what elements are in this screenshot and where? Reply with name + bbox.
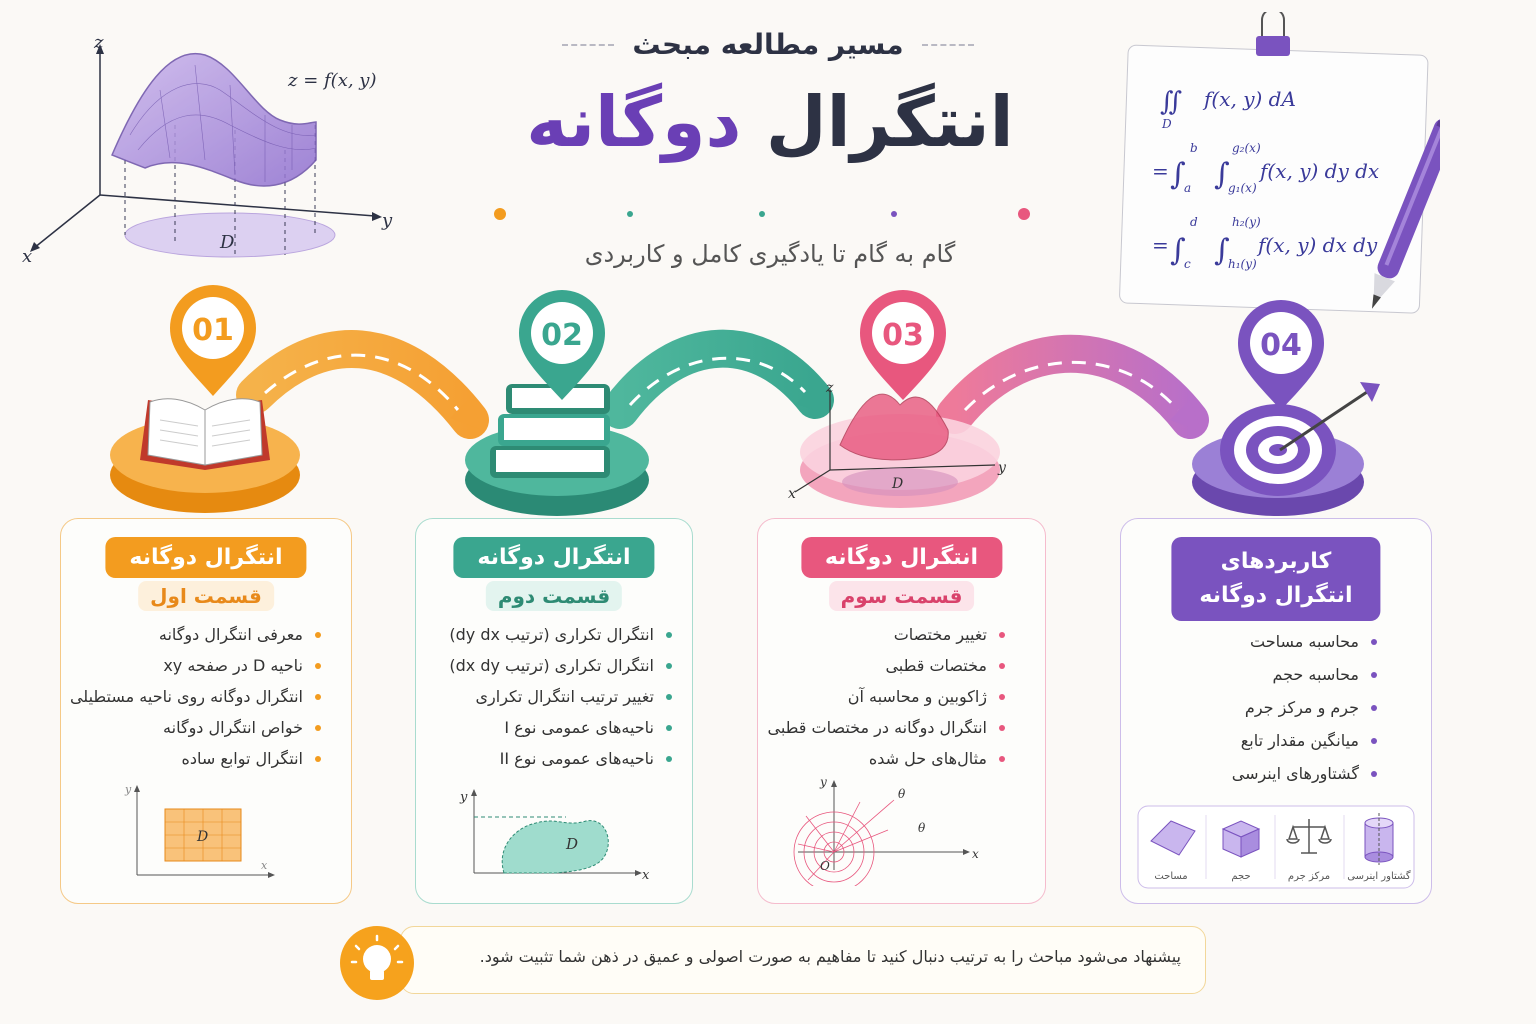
- kicker: [560, 28, 976, 61]
- bound-h1: h₁(y): [1228, 257, 1257, 271]
- origin-label: O: [820, 859, 830, 873]
- bound-b: b: [1190, 141, 1198, 155]
- svg-text:=: =: [1152, 159, 1169, 183]
- bullet: [1371, 672, 1377, 678]
- roadmap: [0, 270, 1536, 520]
- bullet: [1371, 639, 1377, 645]
- subtitle: گام به گام تا یادگیری کامل و کاربردی: [584, 240, 956, 268]
- bullet: [315, 663, 321, 669]
- list-item: گشتاورهای اینرسی: [1232, 757, 1377, 790]
- y-label: y: [820, 775, 827, 789]
- svg-text:∫: ∫: [1214, 157, 1230, 192]
- bullet: [999, 663, 1005, 669]
- list-item: ناحیه D در صفحه xy: [70, 650, 321, 681]
- card-title: [1171, 537, 1380, 621]
- step-card-1: [60, 518, 352, 904]
- surface3-region-label: D: [892, 476, 904, 492]
- bullet: [666, 632, 672, 638]
- bullet: [1371, 771, 1377, 777]
- region-label: D: [197, 829, 209, 845]
- card-subtitle: قسمت اول: [138, 581, 274, 611]
- list-item: انتگرال تکراری (ترتیب dx dy): [449, 650, 672, 681]
- surface-figure: [20, 30, 410, 270]
- bullet: [315, 756, 321, 762]
- bullet: [1371, 738, 1377, 744]
- bullet: [999, 632, 1005, 638]
- list-item: میانگین مقدار تابع: [1232, 724, 1377, 757]
- tip-text: پیشنهاد می‌شود مباحث را به ترتیب دنبال کنید تا مفاهیم به صورت اصولی و عمیق در ذهن شما تثبیت شود.: [479, 947, 1181, 966]
- card-subtitle: قسمت دوم: [486, 581, 622, 611]
- divider: [562, 44, 614, 46]
- rectangle-region-diagram: [121, 783, 281, 883]
- step-number-3: 03: [882, 318, 924, 353]
- topic-list: [767, 619, 1005, 774]
- bullet: [999, 725, 1005, 731]
- title-part1: انتگرال: [765, 81, 1014, 163]
- bullet: [666, 756, 672, 762]
- list-item: محاسبه حجم: [1232, 658, 1377, 691]
- bullet: [1371, 705, 1377, 711]
- bound-c: c: [1184, 257, 1191, 271]
- x-label: x: [261, 859, 268, 872]
- card-title-line2: انتگرال دوگانه: [1199, 583, 1353, 608]
- card-title: انتگرال دوگانه: [801, 537, 1002, 578]
- svg-text:∫: ∫: [1170, 233, 1186, 268]
- card-subtitle: قسمت سوم: [829, 581, 975, 611]
- y-label: y: [460, 790, 468, 805]
- icon-label-area: مساحت: [1154, 871, 1188, 882]
- icon-label-volume: حجم: [1231, 871, 1251, 882]
- list-item: ژاکوبین و محاسبه آن: [767, 681, 1005, 712]
- list-item: ناحیه‌های عمومی نوع I: [449, 712, 672, 743]
- bullet: [666, 725, 672, 731]
- applications-icon-strip: [1137, 805, 1415, 889]
- list-item: انتگرال توابع ساده: [70, 743, 321, 774]
- bullet: [666, 694, 672, 700]
- list-item: مختصات قطبی: [767, 650, 1005, 681]
- tip-bar: [400, 926, 1206, 994]
- bullet: [999, 756, 1005, 762]
- bullet: [315, 694, 321, 700]
- list-item: تغییر مختصات: [767, 619, 1005, 650]
- open-book-icon: [140, 399, 270, 470]
- step-card-3: [757, 518, 1046, 904]
- icon-label-inertia: گشتاور اینرسی: [1347, 871, 1411, 882]
- surface3-z-label: z: [826, 380, 834, 396]
- lightbulb-icon: [340, 926, 414, 1000]
- list-item: خواص انتگرال دوگانه: [70, 712, 321, 743]
- surface-equation: z = f(x, y): [288, 70, 377, 91]
- svg-text:=: =: [1152, 233, 1169, 257]
- svg-text:∫: ∫: [1214, 233, 1230, 268]
- bound-d: d: [1190, 215, 1198, 229]
- bound-a: a: [1184, 181, 1192, 195]
- x-label: x: [972, 847, 979, 861]
- list-item: تغییر ترتیب انتگرال تکراری: [449, 681, 672, 712]
- y-axis-label: y: [382, 210, 393, 231]
- divider: [922, 44, 974, 46]
- icon-label-mass: مرکز جرم: [1287, 871, 1331, 882]
- topic-list: [70, 619, 321, 774]
- polar-grid-diagram: [788, 774, 988, 886]
- bound-h2: h₂(y): [1232, 215, 1261, 229]
- svg-text:∬: ∬: [1160, 87, 1183, 117]
- bound-g1: g₁(x): [1228, 181, 1257, 195]
- list-item: مثال‌های حل شده: [767, 743, 1005, 774]
- x-label: x: [642, 868, 650, 883]
- bullet: [999, 694, 1005, 700]
- step-card-4: [1120, 518, 1432, 904]
- title-underline: [490, 204, 1035, 224]
- cylinder-icon: [1365, 813, 1393, 865]
- theta-label: θ: [898, 787, 906, 801]
- x-axis-label: x: [22, 246, 33, 267]
- svg-text:∫: ∫: [1170, 157, 1186, 192]
- bullet: [666, 663, 672, 669]
- topic-list: [449, 619, 672, 774]
- step-number-1: 01: [192, 313, 234, 348]
- bound-g2: g₂(x): [1232, 141, 1261, 155]
- topic-list: [1232, 625, 1377, 790]
- page-title: [420, 81, 1120, 163]
- general-region-diagram: [456, 787, 656, 887]
- card-title: انتگرال دوگانه: [105, 537, 306, 578]
- surface3-y-label: y: [998, 460, 1006, 476]
- list-item: جرم و مرکز جرم: [1232, 691, 1377, 724]
- list-item: انتگرال دوگانه در مختصات قطبی: [767, 712, 1005, 743]
- list-item: ناحیه‌های عمومی نوع II: [449, 743, 672, 774]
- title-part2: دوگانه: [526, 81, 742, 163]
- formula-line3: f(x, y) dx dy: [1258, 233, 1378, 257]
- list-item: معرفی انتگرال دوگانه: [70, 619, 321, 650]
- formula-lower-D: D: [1162, 117, 1172, 131]
- step-number-2: 02: [541, 318, 583, 353]
- region-label: D: [566, 835, 579, 853]
- stacked-books-icon: [490, 384, 610, 478]
- list-item: انتگرال تکراری (ترتیب dy dx): [449, 619, 672, 650]
- list-item: انتگرال دوگانه روی ناحیه مستطیلی: [70, 681, 321, 712]
- card-title-line1: کاربردهای: [1220, 549, 1332, 574]
- step-card-2: [415, 518, 693, 904]
- step-number-4: 04: [1260, 328, 1302, 363]
- cube-icon: [1223, 821, 1259, 857]
- z-axis-label: z: [94, 32, 104, 53]
- bullet: [315, 632, 321, 638]
- formula-line2: f(x, y) dy dx: [1260, 159, 1380, 183]
- formula-line1: f(x, y) dA: [1204, 87, 1296, 111]
- card-title: انتگرال دوگانه: [453, 537, 654, 578]
- list-item: محاسبه مساحت: [1232, 625, 1377, 658]
- theta-label: θ: [918, 821, 926, 835]
- bullet: [315, 725, 321, 731]
- surface3-x-label: x: [788, 486, 796, 502]
- y-label: y: [125, 783, 132, 796]
- kicker-text: مسیر مطالعه مبحث: [632, 28, 904, 61]
- region-label: D: [220, 232, 235, 253]
